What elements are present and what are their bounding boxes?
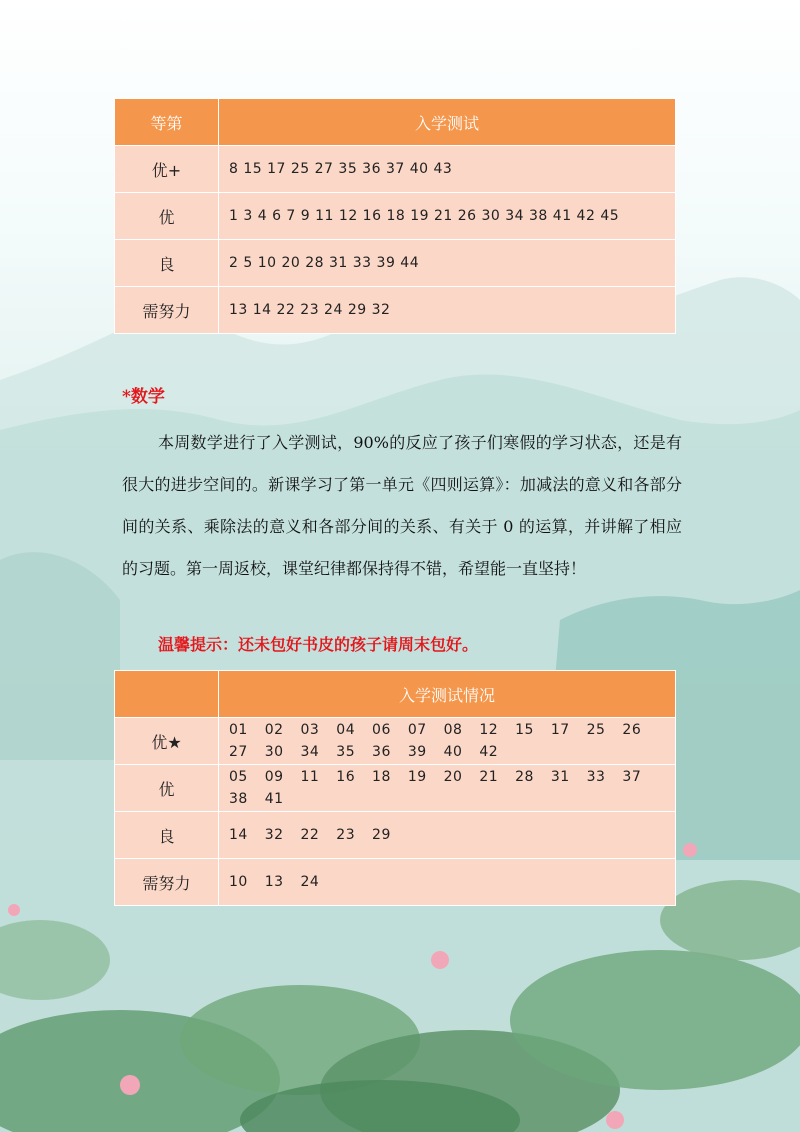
table-row [115,812,676,859]
math-section-title: *数学 [122,387,165,407]
test-header: 入学测试 [219,99,676,146]
table-row [115,765,676,812]
results-header: 入学测试情况 [219,671,676,718]
table-row [115,718,676,765]
level-label: 优 [115,765,219,812]
blank-header [115,671,219,718]
grade-header: 等第 [115,99,219,146]
reminder-tip: 温馨提示：还未包好书皮的孩子请周末包好。 [158,635,479,654]
student-numbers: 8 15 17 25 27 35 36 37 40 43 [219,146,676,193]
level-label: 需努力 [115,859,219,906]
table-header-row [115,99,676,146]
student-numbers: 13 14 22 23 24 29 32 [219,287,676,334]
level-label: 优+ [115,146,219,193]
entrance-test-table [114,98,676,334]
level-label: 良 [115,812,219,859]
table-row [115,240,676,287]
student-numbers: 2 5 10 20 28 31 33 39 44 [219,240,676,287]
level-label: 良 [115,240,219,287]
table-row [115,146,676,193]
table-row [115,859,676,906]
table-row [115,193,676,240]
table-row [115,287,676,334]
level-label: 需努力 [115,287,219,334]
level-label: 优 [115,193,219,240]
student-numbers: 14 32 22 23 29 [219,812,676,859]
math-paragraph: 本周数学进行了入学测试，90%的反应了孩子们寒假的学习状态，还是有很大的进步空间的。新课学习了第一单元《四则运算》：加减法的意义和各部分间的关系、乘除法的意义和各部分间的关系、有关于 0 的运算，并讲解了相应的习题。第一周返校，课堂纪律都保持得不错，希望能一直坚持！ [122,433,682,578]
student-numbers: 1 3 4 6 7 9 11 12 16 18 19 21 26 30 34 38 41 42 45 [219,193,676,240]
table-header-row [115,671,676,718]
student-numbers: 01 02 03 04 06 07 08 12 15 17 25 26 27 30 34 35 36 39 40 42 [219,718,676,765]
level-label: 优★ [115,718,219,765]
student-numbers: 10 13 24 [219,859,676,906]
student-numbers: 05 09 11 16 18 19 20 21 28 31 33 37 38 41 [219,765,676,812]
entrance-test-results-table [114,670,676,906]
